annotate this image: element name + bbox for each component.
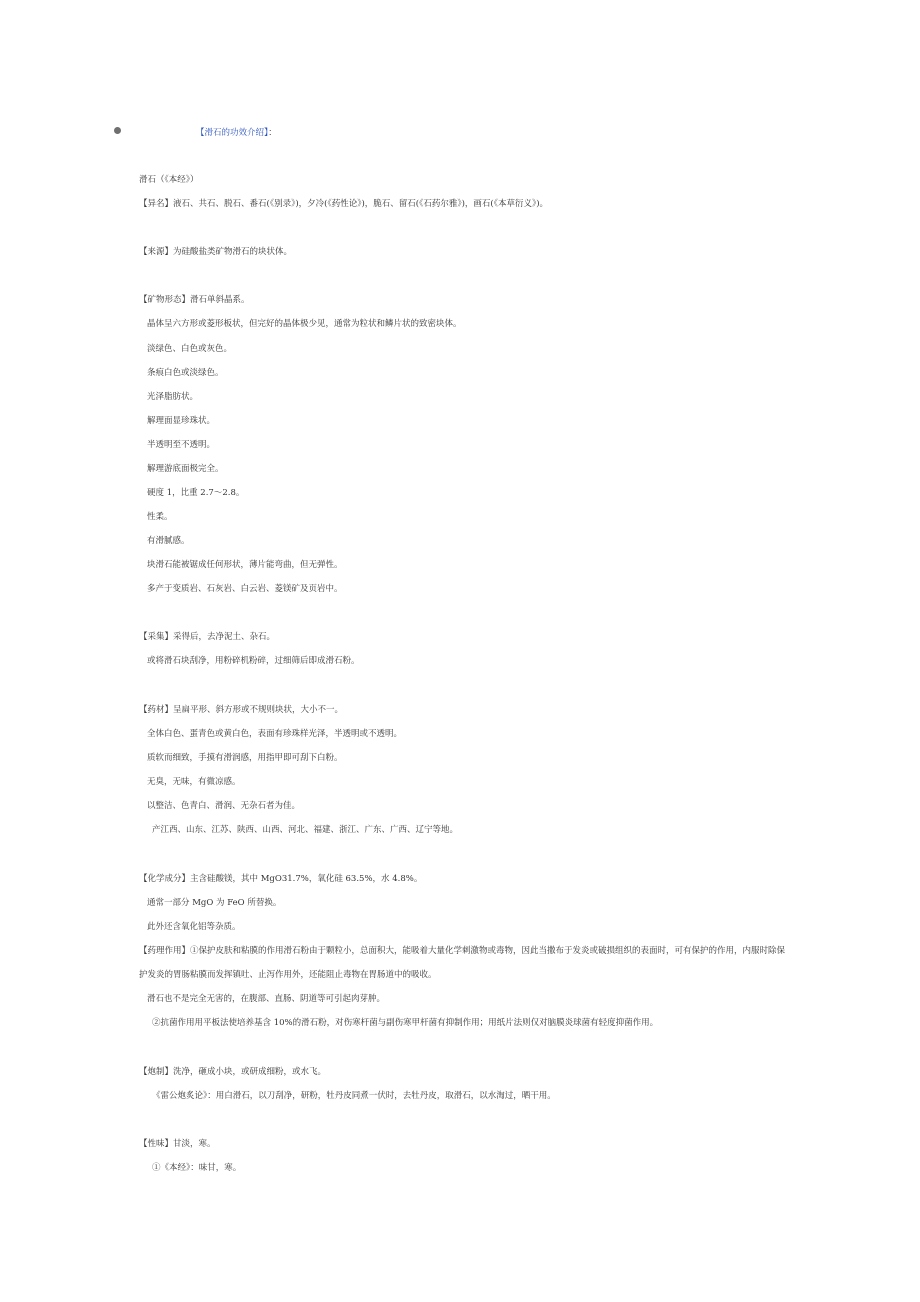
text-line: 淡绿色、白色或灰色。 [147, 344, 233, 354]
text-line: 通常一部分 MgO 为 FeO 所替换。 [147, 898, 282, 908]
section-title-colon: ： [268, 128, 277, 138]
section-title-link[interactable] [196, 126, 277, 138]
text-line: 【炮制】洗净，砸成小块，或研成细粉，或水飞。 [139, 1067, 327, 1077]
text-line: 解理面显珍珠状。 [147, 416, 216, 426]
text-line: 滑石（《本经》） [139, 175, 199, 185]
text-line: 全体白色、蛋青色或黄白色，表面有珍珠样光泽，半透明或不透明。 [147, 729, 403, 739]
text-line: 《雷公炮炙论》：用白滑石，以刀刮净，研粉，牡丹皮同煮一伏时，去牡丹皮，取滑石，以水淘过，晒干用。 [152, 1091, 556, 1101]
text-line: 【异名】液石、共石、脱石、番石(《别录》)，夕冷(《药性论》)，脆石、留石(《石药尔雅》)，画石(《本草衍义》)。 [139, 199, 549, 209]
text-line: 此外还含氧化铝等杂质。 [147, 922, 241, 932]
text-line: 光泽脂肪状。 [147, 392, 199, 402]
text-line: ②抗菌作用用平板法使培养基含 10%的滑石粉，对伤寒杆菌与副伤寒甲杆菌有抑制作用；用纸片法则仅对脑膜炎球菌有轻度抑菌作用。 [152, 1018, 659, 1028]
text-line: 【来源】为硅酸盐类矿物滑石的块状体。 [139, 247, 293, 257]
text-line: 多产于变质岩、石灰岩、白云岩、菱镁矿及页岩中。 [147, 584, 343, 594]
list-bullet [114, 127, 121, 134]
text-line: ①《本经》：味甘，寒。 [152, 1163, 242, 1173]
text-line: 硬度 1，比重 2.7～2.8。 [147, 488, 245, 498]
text-line: 【性味】甘淡，寒。 [139, 1139, 216, 1149]
text-line: 半透明至不透明。 [147, 440, 216, 450]
text-line: 或将滑石块刮净，用粉碎机粉碎，过细筛后即成滑石粉。 [147, 656, 360, 666]
text-line: 【药理作用】①保护皮肤和粘膜的作用滑石粉由于颗粒小，总面积大，能吸着大量化学刺激物或毒物，因此当撒布于发炎或破损组织的表面时，可有保护的作用，内服时除保 [139, 946, 786, 956]
text-line: 有滑腻感。 [147, 536, 190, 546]
text-line: 以整洁、色青白、滑润、无杂石者为佳。 [147, 801, 301, 811]
text-line: 滑石也不是完全无害的，在腹部、直肠、阴道等可引起肉芽肿。 [147, 994, 386, 1004]
text-line: 解理游底面极完全。 [147, 464, 224, 474]
text-line: 质软而细致，手摸有滑润感，用指甲即可刮下白粉。 [147, 753, 343, 763]
text-line: 【矿物形态】滑石单斜晶系。 [139, 295, 250, 305]
text-line: 护发炎的胃肠粘膜而发挥镇吐、止泻作用外，还能阻止毒物在胃肠道中的吸收。 [139, 970, 437, 980]
text-line: 【化学成分】主含硅酸镁，其中 MgO31.7%，氧化硅 63.5%，水 4.8%。 [139, 874, 423, 884]
text-line: 【采集】采得后，去净泥土、杂石。 [139, 632, 276, 642]
text-line: 块滑石能被锯成任何形状，薄片能弯曲，但无弹性。 [147, 560, 343, 570]
text-line: 性柔。 [147, 512, 173, 522]
text-line: 晶体呈六方形或菱形板状，但完好的晶体极少见，通常为粒状和鳞片状的致密块体。 [147, 319, 462, 329]
text-line: 产江西、山东、江苏、陕西、山西、河北、福建、浙江、广东、广西、辽宁等地。 [152, 825, 459, 835]
text-line: 条痕白色或淡绿色。 [147, 368, 224, 378]
text-line: 无臭，无味，有微凉感。 [147, 777, 241, 787]
text-line: 【药材】呈扁平形、斜方形或不规则块状，大小不一。 [139, 705, 344, 715]
section-title-link-text[interactable]: 【滑石的功效介绍】 [196, 128, 269, 138]
